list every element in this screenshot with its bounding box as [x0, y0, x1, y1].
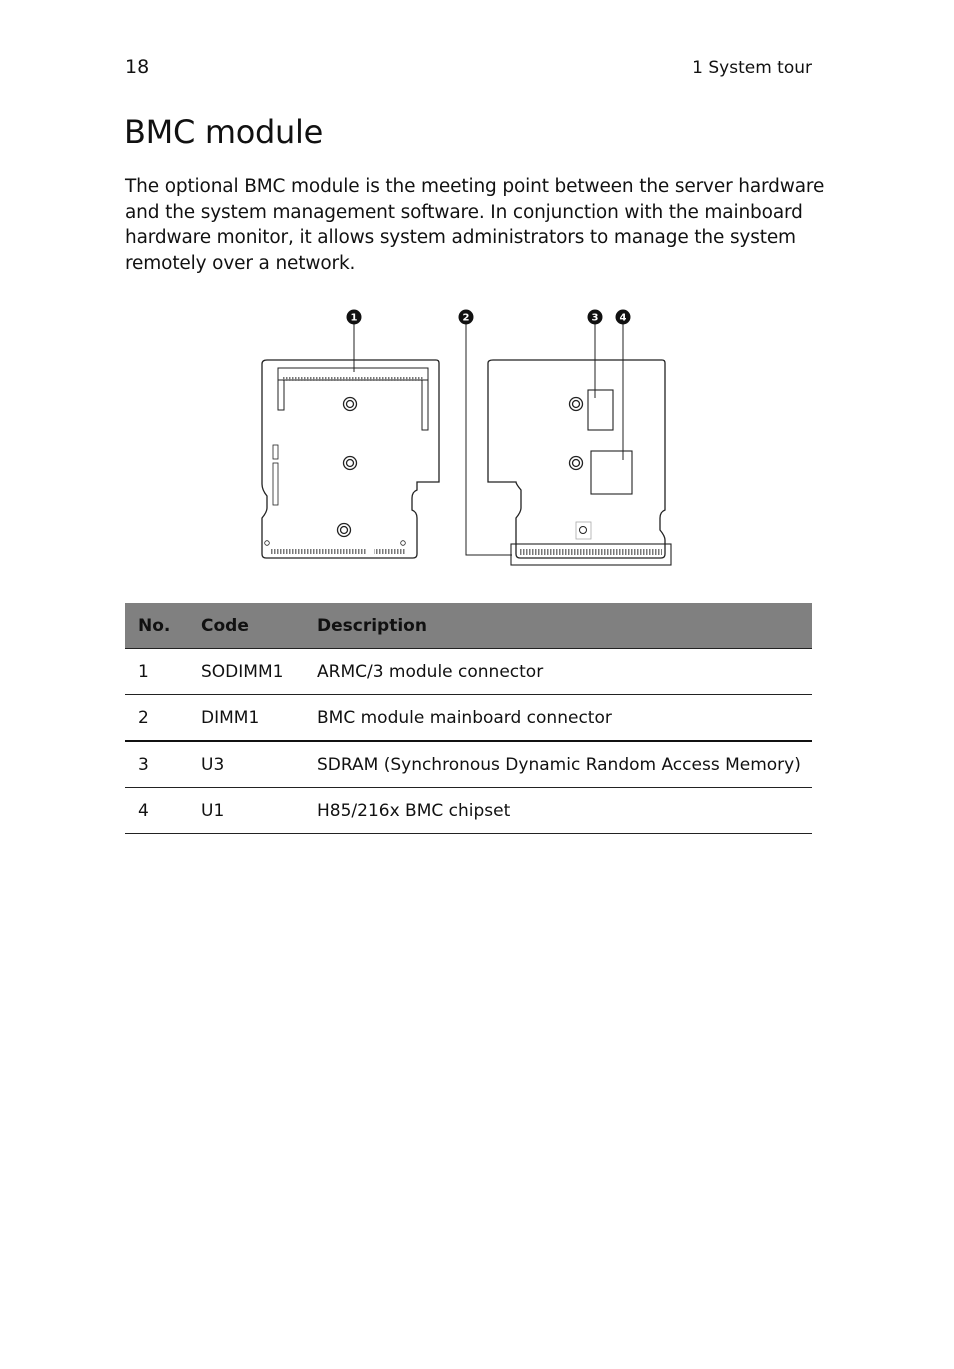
svg-text:1: 1	[350, 312, 358, 324]
svg-text:3: 3	[591, 312, 599, 324]
cell-code: DIMM1	[188, 695, 304, 742]
header-no: No.	[125, 603, 188, 649]
table-row	[125, 741, 812, 788]
cell-code: U1	[188, 788, 304, 834]
bmc-chipset-u1	[591, 451, 632, 494]
intro-paragraph: The optional BMC module is the meeting point between the server hardware and the system management software. In conjunction with the mainboard hardware monitor, it allows system administrators to manage the system remotely over a network.	[125, 176, 825, 274]
header-code: Code	[188, 603, 304, 649]
cell-description: SDRAM (Synchronous Dynamic Random Access Memory)	[304, 741, 812, 788]
cell-no: 3	[125, 741, 188, 788]
svg-text:4: 4	[619, 312, 627, 324]
sdram-chip-u3	[588, 390, 613, 430]
cell-no: 4	[125, 788, 188, 834]
callout-3	[588, 310, 603, 325]
cell-no: 1	[125, 649, 188, 695]
table-row	[125, 788, 812, 834]
bmc-module-diagram	[250, 300, 690, 580]
cell-code: U3	[188, 741, 304, 788]
cell-no: 2	[125, 695, 188, 742]
table-row	[125, 649, 812, 695]
header-description: Description	[304, 603, 812, 649]
module-board-top-side	[262, 360, 439, 558]
cell-description: ARMC/3 module connector	[304, 649, 812, 695]
callout-1	[347, 310, 362, 325]
running-head: 1 System tour	[692, 58, 812, 78]
callout-4	[616, 310, 631, 325]
cell-description: H85/216x BMC chipset	[304, 788, 812, 834]
section-title: BMC module	[124, 113, 324, 151]
table-row	[125, 695, 812, 742]
component-table	[125, 603, 812, 834]
page-number: 18	[125, 56, 150, 78]
module-board-bottom-side	[488, 360, 671, 565]
svg-text:2: 2	[462, 312, 470, 324]
table-header-row	[125, 603, 812, 649]
cell-description: BMC module mainboard connector	[304, 695, 812, 742]
callout-2	[459, 310, 474, 325]
cell-code: SODIMM1	[188, 649, 304, 695]
